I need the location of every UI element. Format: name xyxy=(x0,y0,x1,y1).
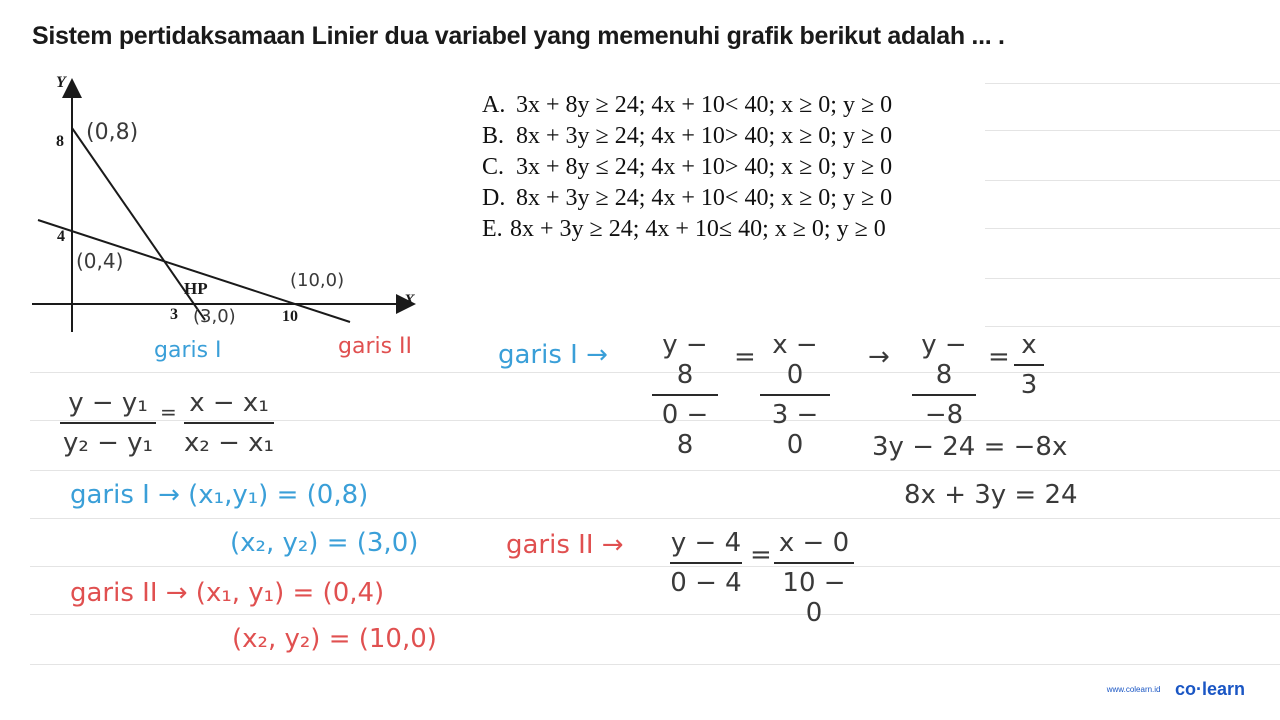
fraction-numerator: y − y₁ xyxy=(68,388,148,418)
option-e[interactable] xyxy=(482,216,892,247)
option-text: 3x + 8y ≤ 24; 4x + 10> 40; x ≥ 0; y ≥ 0 xyxy=(516,154,893,180)
option-label: B. xyxy=(482,123,505,149)
option-d[interactable] xyxy=(482,185,892,216)
point-3-0: (3,0) xyxy=(193,306,236,327)
fraction-numerator: x − 0 xyxy=(772,330,818,390)
fraction-numerator: x − x₁ xyxy=(189,388,269,418)
garis-1-fraction-1 xyxy=(652,330,718,460)
option-c[interactable] xyxy=(482,154,892,185)
formula-right-fraction xyxy=(184,388,274,458)
fraction-numerator: x xyxy=(1021,330,1037,360)
garis-1-fraction-2 xyxy=(760,330,830,460)
fraction-denominator: 10 − 0 xyxy=(782,568,846,628)
ruled-line xyxy=(30,614,1280,615)
garis-1-label: garis I xyxy=(154,338,222,363)
ruled-line xyxy=(30,566,1280,567)
fraction-denominator: 3 xyxy=(1020,370,1038,400)
option-a[interactable] xyxy=(482,92,892,123)
arrow: → xyxy=(868,342,890,372)
tick-4: 4 xyxy=(57,228,65,245)
garis-1-point-2: (x₂, y₂) = (3,0) xyxy=(230,528,419,558)
garis-2-label: garis II xyxy=(338,334,413,359)
fraction-denominator: 0 − 8 xyxy=(661,400,709,460)
fraction-denominator: 3 − 0 xyxy=(771,400,819,460)
garis-1-result-2: 8x + 3y = 24 xyxy=(904,480,1078,510)
fraction-denominator: y₂ − y₁ xyxy=(63,428,153,458)
ruled-line xyxy=(985,228,1280,229)
fraction-numerator: y − 4 xyxy=(670,528,742,558)
y-axis-label: Y xyxy=(56,74,66,91)
ruled-line xyxy=(30,470,1280,471)
fraction-numerator: x − 0 xyxy=(778,528,850,558)
tick-8: 8 xyxy=(56,133,64,150)
garis-1-result-1: 3y − 24 = −8x xyxy=(872,432,1068,462)
ruled-line xyxy=(985,180,1280,181)
ruled-line xyxy=(985,130,1280,131)
ruled-line xyxy=(30,518,1280,519)
option-label: E. xyxy=(482,216,503,242)
point-0-8: (0,8) xyxy=(86,120,139,145)
footer-logo xyxy=(1107,679,1245,700)
formula-left-fraction xyxy=(60,388,156,458)
tick-10: 10 xyxy=(282,308,298,325)
point-0-4: (0,4) xyxy=(76,249,124,273)
garis-2-point-2: (x₂, y₂) = (10,0) xyxy=(232,624,437,654)
garis-1-point-1: garis I → (x₁,y₁) = (0,8) xyxy=(70,480,369,510)
option-b[interactable] xyxy=(482,123,892,154)
hp-label: HP xyxy=(184,279,208,298)
option-text: 8x + 3y ≥ 24; 4x + 10< 40; x ≥ 0; y ≥ 0 xyxy=(516,185,893,211)
formula-equals: = xyxy=(160,400,177,424)
garis-1-fraction-4 xyxy=(1014,330,1044,400)
garis-1-fraction-3 xyxy=(912,330,976,430)
ruled-line xyxy=(985,278,1280,279)
point-10-0: (10,0) xyxy=(290,270,345,291)
equals-sign: = xyxy=(750,540,772,570)
ruled-line xyxy=(985,326,1280,327)
option-label: D. xyxy=(482,185,506,211)
option-label: C. xyxy=(482,154,505,180)
ruled-line xyxy=(30,664,1280,665)
fraction-denominator: −8 xyxy=(924,400,964,430)
fraction-numerator: y − 8 xyxy=(662,330,708,390)
tick-3: 3 xyxy=(170,306,178,323)
brand-logo: co·learn xyxy=(1174,679,1245,699)
options-list xyxy=(482,92,892,247)
garis-2-fraction-1 xyxy=(670,528,742,598)
option-text: 3x + 8y ≥ 24; 4x + 10< 40; x ≥ 0; y ≥ 0 xyxy=(516,92,893,118)
footer-url[interactable]: www.colearn.id xyxy=(1106,685,1161,694)
garis-2-derivation-label: garis II → xyxy=(506,530,624,560)
option-text: 8x + 3y ≥ 24; 4x + 10> 40; x ≥ 0; y ≥ 0 xyxy=(516,123,893,149)
fraction-denominator: 0 − 4 xyxy=(670,568,742,598)
option-text: 8x + 3y ≥ 24; 4x + 10≤ 40; x ≥ 0; y ≥ 0 xyxy=(510,216,886,242)
garis-2-fraction-2 xyxy=(774,528,854,628)
equals-sign: = xyxy=(734,342,756,372)
ruled-line xyxy=(985,83,1280,84)
x-axis-label: X xyxy=(404,292,415,309)
fraction-denominator: x₂ − x₁ xyxy=(184,428,274,458)
fraction-numerator: y − 8 xyxy=(921,330,967,390)
question-title: Sistem pertidaksamaan Linier dua variabel yang memenuhi grafik berikut adalah ... . xyxy=(32,22,1005,50)
option-label: A. xyxy=(482,92,506,118)
garis-1-derivation-label: garis I → xyxy=(498,340,608,370)
equals-sign: = xyxy=(988,342,1010,372)
garis-2-point-1: garis II → (x₁, y₁) = (0,4) xyxy=(70,578,385,608)
